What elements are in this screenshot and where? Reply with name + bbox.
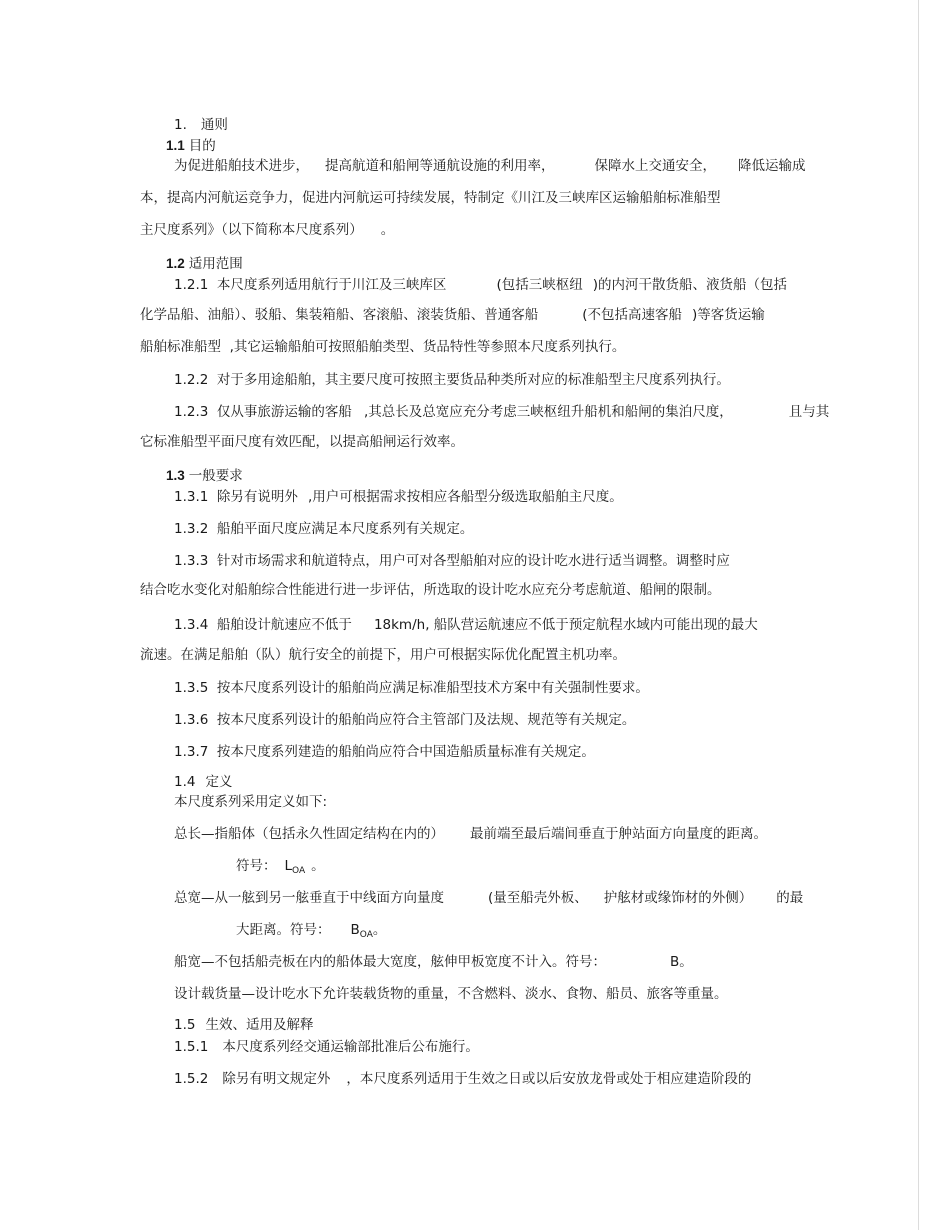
section-title: 通则	[200, 117, 228, 133]
section-number: 1.	[174, 117, 187, 133]
text-run: B。	[670, 954, 693, 970]
text-run: ,其总长及总宽应充分考虑三峡枢纽升船机和船闸的集泊尺度，	[363, 404, 733, 420]
section-heading-1	[174, 116, 228, 134]
symbol-loa	[236, 857, 325, 880]
text-run: 船宽—不包括船壳板在内的船体最大宽度，舷伸甲板宽度不计入。符号：	[174, 954, 606, 970]
text-run: 的最	[776, 890, 804, 906]
definition-breadth	[174, 953, 693, 971]
definition-overall-breadth	[174, 889, 803, 907]
text-run: 本尺度系列经交通运输部批准后公布施行。	[222, 1039, 479, 1055]
section-title: 适用范围	[188, 256, 243, 272]
text-run: (量至船壳外板、	[488, 890, 588, 906]
paragraph-1-2-3-line-2: 它标准船型平面尺度有效匹配，以提高船闸运行效率。	[140, 434, 464, 450]
text-run: 。	[311, 858, 325, 874]
definition-overall-length	[174, 825, 767, 843]
paragraph-1-3-4-line-1	[174, 616, 758, 634]
symbol-label: 符号：	[236, 858, 277, 874]
clause-number: 1.5.2	[174, 1071, 209, 1087]
definitions-intro: 本尺度系列采用定义如下:	[174, 794, 328, 810]
paragraph-1-1-line-1	[174, 157, 806, 175]
text-run: 为促进船舶技术进步，	[174, 158, 309, 174]
text-run: 1.3.1 除另有说明外	[174, 489, 298, 505]
text-run: 。	[372, 922, 387, 938]
section-title: 一般要求	[188, 468, 243, 484]
paragraph-1-3-3-line-1: 1.3.3 针对市场需求和航道特点，用户可对各型船舶对应的设计吃水进行适当调整。调整时应	[174, 553, 730, 569]
text-run: 且与其	[788, 404, 830, 420]
section-title: 生效、适用及解释	[205, 1017, 314, 1033]
text-run: 。	[380, 222, 395, 238]
section-number: 1.1	[166, 138, 185, 153]
paragraph-1-2-2: 1.2.2 对于多用途船舶，其主要尺度可按照主要货品种类所对应的标准船型主尺度系列执行。	[174, 372, 730, 388]
section-number: 1.2	[166, 256, 185, 271]
text-run: (包括三峡枢纽	[496, 277, 583, 293]
section-heading-1-5	[174, 1016, 313, 1034]
text-run: 大距离。符号：	[236, 922, 331, 938]
symbol: B	[350, 922, 360, 938]
text-run: 总宽—从一舷到另一舷垂直于中线面方向量度	[174, 890, 444, 906]
paragraph-1-3-3-line-2: 结合吃水变化对船舶综合性能进行进一步评估，所选取的设计吃水应充分考虑航道、船闸的限制。	[140, 582, 721, 598]
text-run: 1.2.1 本尺度系列适用航行于川江及三峡库区	[174, 277, 447, 293]
paragraph-1-1-line-2: 本，提高内河航运竞争力，促进内河航运可持续发展，特制定《川江及三峡库区运输船舶标准船型	[140, 190, 721, 206]
page-margin	[919, 0, 950, 1230]
text-run: 降低运输成	[738, 158, 806, 174]
text-run: 除另有明文规定外	[222, 1071, 331, 1087]
paragraph-1-3-1	[174, 488, 623, 506]
section-heading-1-3	[166, 467, 243, 485]
paragraph-1-1-line-3	[140, 221, 394, 239]
section-heading-1-4	[174, 773, 232, 791]
paragraph-1-2-3-line-1	[174, 403, 829, 421]
paragraph-1-2-1-line-1	[174, 276, 787, 294]
paragraph-1-2-1-line-3: 船舶标准船型 ,其它运输船舶可按照船舶类型、货品特性等参照本尺度系列执行。	[140, 339, 626, 355]
paragraph-1-3-7: 1.3.7 按本尺度系列建造的船舶尚应符合中国造船质量标准有关规定。	[174, 744, 595, 760]
section-number: 1.4	[174, 774, 196, 790]
section-title: 目的	[188, 138, 216, 154]
speed-value: 18km/h	[373, 617, 426, 633]
symbol-boa	[236, 921, 386, 944]
paragraph-1-3-2: 1.3.2 船舶平面尺度应满足本尺度系列有关规定。	[174, 521, 474, 537]
symbol: L	[284, 858, 293, 874]
section-title: 定义	[205, 774, 233, 790]
paragraph-1-5-1	[174, 1038, 479, 1056]
paragraph-1-3-6: 1.3.6 按本尺度系列设计的船舶尚应符合主管部门及法规、规范等有关规定。	[174, 712, 636, 728]
text-run: ，本尺度系列适用于生效之日或以后安放龙骨或处于相应建造阶段的	[346, 1071, 752, 1087]
paragraph-1-5-2	[174, 1070, 751, 1088]
section-number: 1.5	[174, 1017, 196, 1033]
text-run: 最前端至最后端间垂直于舯站面方向量度的距离。	[470, 826, 767, 842]
text-run: 总长—指船体（包括永久性固定结构在内的）	[174, 826, 444, 842]
definition-design-cargo: 设计载货量—设计吃水下允许装载货物的重量，不含燃料、淡水、食物、船员、旅客等重量。	[174, 986, 728, 1002]
text-run: 护舷材或缘饰材的外侧）	[603, 890, 753, 906]
paragraph-1-2-1-line-2	[140, 306, 765, 324]
text-run: )等客货运输	[692, 307, 765, 323]
text-run: , 船队营运航速应不低于预定航程水域内可能出现的最大	[425, 617, 758, 633]
text-run: ,用户可根据需求按相应各船型分级选取船舶主尺度。	[307, 489, 623, 505]
text-run: 1.2.3 仅从事旅游运输的客船	[174, 404, 352, 420]
section-heading-1-2	[166, 255, 243, 273]
text-run: 化学品船、油船）、驳船、集装箱船、客滚船、滚装货船、普通客船	[140, 307, 539, 323]
text-run: 主尺度系列》（以下简称本尺度系列）	[140, 222, 363, 238]
text-run: 提高航道和船闸等通航设施的利用率，	[325, 158, 555, 174]
text-run: 保障水上交通安全，	[594, 158, 716, 174]
text-run: (不包括高速客船	[582, 307, 683, 323]
paragraph-1-3-5: 1.3.5 按本尺度系列设计的船舶尚应满足标准船型技术方案中有关强制性要求。	[174, 680, 649, 696]
symbol-subscript: OA	[359, 930, 373, 940]
clause-number: 1.5.1	[174, 1039, 209, 1055]
text-run: )的内河干散货船、液货船（包括	[592, 277, 787, 293]
section-heading-1-1	[166, 137, 216, 155]
section-number: 1.3	[166, 468, 185, 483]
symbol-subscript: OA	[292, 866, 306, 876]
text-run: 1.3.4 船舶设计航速应不低于	[174, 617, 352, 633]
paragraph-1-3-4-line-2: 流速。在满足船舶（队）航行安全的前提下，用户可根据实际优化配置主机功率。	[140, 647, 626, 663]
